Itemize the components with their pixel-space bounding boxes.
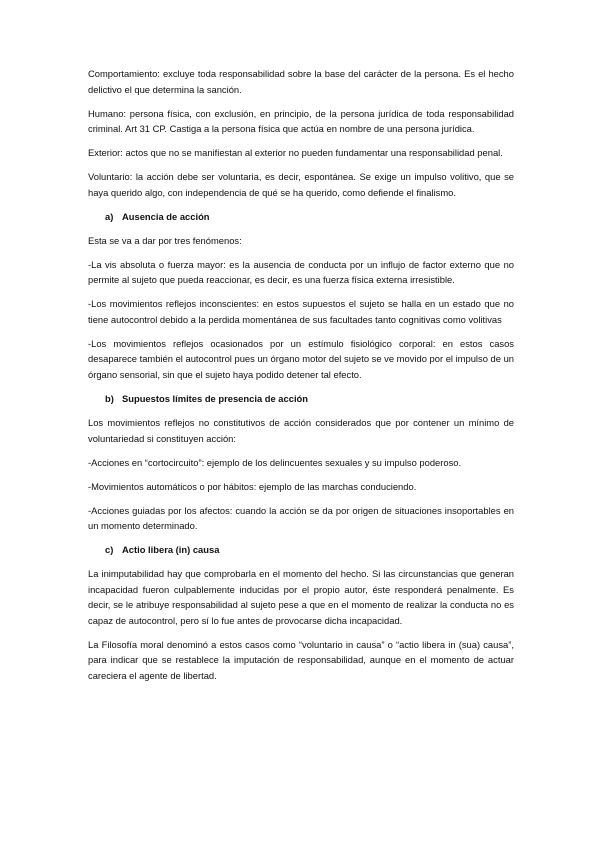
paragraph-humano: Humano: persona física, con exclusión, en principio, de la persona jurídica de toda responsabilidad criminal. Art 31 CP. Castiga a la persona física que actúa en nombre de una persona jurídica. — [88, 107, 514, 135]
heading-text: Ausencia de acción — [122, 210, 210, 222]
paragraph-cortocircuito: -Acciones en “cortocircuito”: ejemplo de los delincuentes sexuales y su impulso poderoso. — [88, 456, 462, 468]
document-page — [88, 66, 514, 692]
heading-supuestos-limites — [88, 391, 514, 407]
paragraph-reflejos-inconscientes: -Los movimientos reflejos inconscientes: en estos supuestos el sujeto se halla en un estado que no tiene autocontrol debido a la perdida momentánea de sus facultades tanto cognitivas como volitivas — [88, 298, 514, 325]
paragraph-reflejos-fisiologicos: -Los movimientos reflejos ocasionados por un estímulo fisiológico corporal: en estos casos desaparece también el autocontrol pues un órgano motor del sujeto se ve movido por el impulso de un órgano sensorial, sin que el sujeto haya podido detener tal efecto. — [88, 337, 514, 381]
paragraph-vis-absoluta: -La vis absoluta o fuerza mayor: es la ausencia de conducta por un influjo de factor externo que no permite al sujeto que pueda reaccionar, es decir, es una fuerza física externa irresistible. — [88, 258, 514, 286]
heading-marker: c) — [105, 544, 114, 556]
paragraph-voluntario: Voluntario: la acción debe ser voluntaria, es decir, espontánea. Se exige un impulso volitivo, que se haya querido algo, con independencia de qué se ha querido, como defiende el finalismo. — [88, 171, 514, 198]
paragraph-inimputabilidad: La inimputabilidad hay que comprobarla en el momento del hecho. Si las circunstancias que generan incapacidad fueron culpablemente inducidas por el propio autor, éste responderá penalmente. Es decir, se le atribuye responsabilidad al sujeto pese a que en el momento de realizar la conducta no es capaz de autocontrol, pero sí lo fue antes de provocarse dicha incapacidad. — [88, 568, 514, 626]
paragraph-filosofia-moral: La Filosofía moral denominó a estos casos como “voluntario in causa” o “actio libera in (sua) causa”, para indicar que se restablece la imputación de responsabilidad, aunque en el momento de actuar careciera el agente de libertad. — [88, 638, 514, 682]
paragraph-reflejos-no-constitutivos: Los movimientos reflejos no constitutivos de acción considerados que por contener un mínimo de voluntariedad si constituyen acción: — [88, 417, 514, 444]
heading-marker: b) — [105, 393, 114, 405]
paragraph-exterior: Exterior: actos que no se manifiestan al exterior no pueden fundamentar una responsabilidad penal. — [88, 147, 503, 159]
heading-actio-libera — [88, 542, 514, 558]
heading-text: Supuestos límites de presencia de acción — [122, 393, 309, 405]
paragraph-automaticos: -Movimientos automáticos o por hábitos: ejemplo de las marchas conduciendo. — [88, 480, 417, 492]
paragraph-tres-fenomenos: Esta se va a dar por tres fenómenos: — [88, 234, 242, 246]
paragraph-afectos: -Acciones guiadas por los afectos: cuando la acción se da por origen de situaciones insoportables en un momento determinado. — [88, 504, 514, 532]
heading-marker: a) — [105, 210, 114, 222]
paragraph-comportamiento: Comportamiento: excluye toda responsabilidad sobre la base del carácter de la persona. Es el hecho delictivo el que determina la sanción. — [88, 68, 514, 95]
heading-text: Actio libera (in) causa — [122, 544, 220, 556]
heading-ausencia-de-accion — [88, 209, 514, 225]
